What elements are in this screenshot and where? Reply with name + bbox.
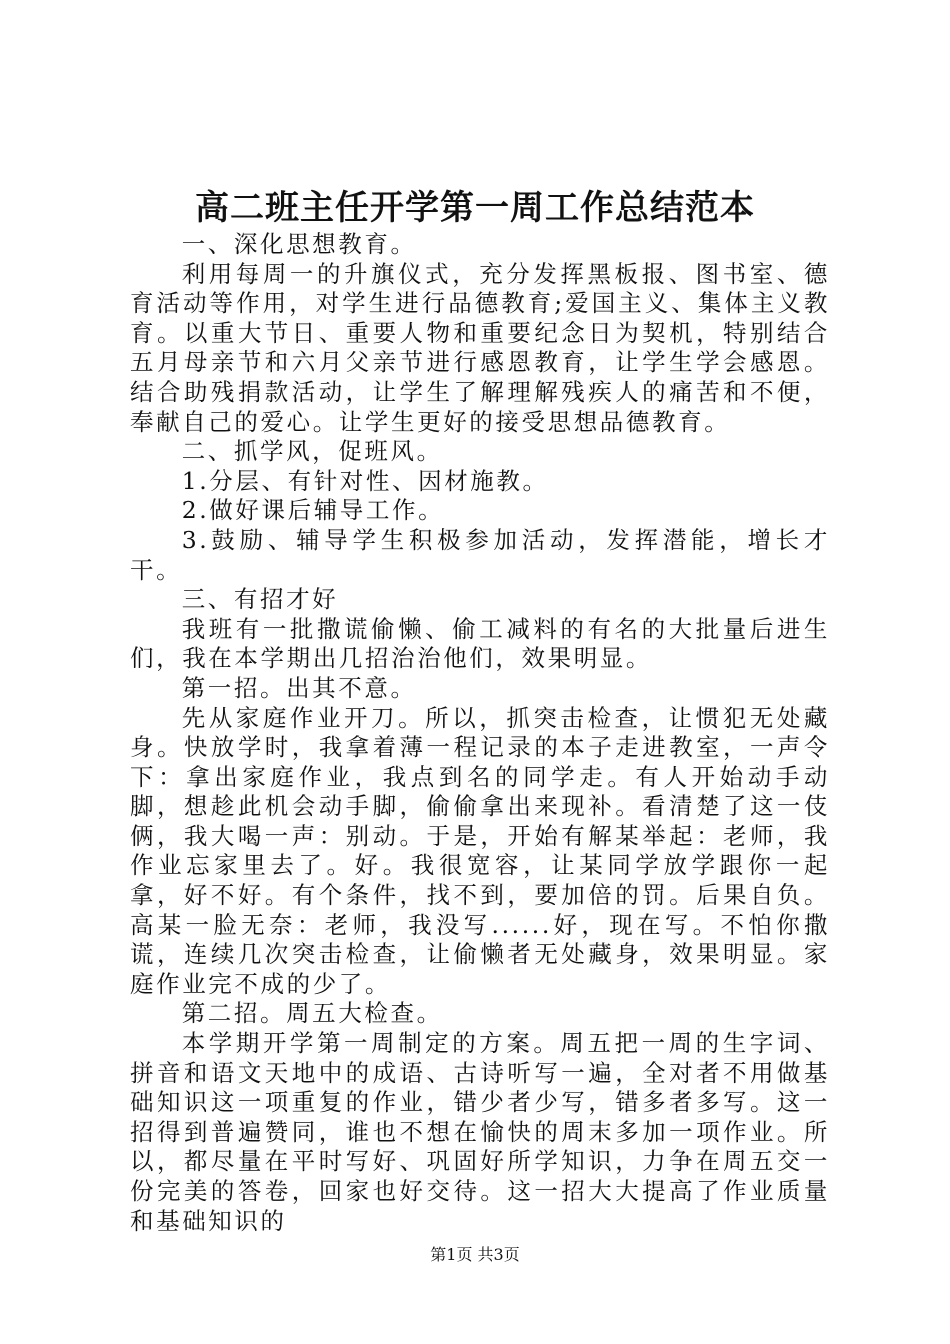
section-heading: 三、有招才好 <box>181 585 339 614</box>
body-paragraph: 我班有一批撒谎偷懒、偷工减料的有名的大批量后进生们，我在本学期出几招治治他们，效果明显。 <box>130 614 830 673</box>
page-number-footer: 第1页 共3页 <box>430 1245 520 1264</box>
body-paragraph: 本学期开学第一周制定的方案。周五把一周的生字词、拼音和语文天地中的成语、古诗听写一遍，全对者不用做基础知识这一项重复的作业，错少者少写，错多者多写。这一招得到普遍赞同，谁也不想在愉快的周末多加一项作业。所以，都尽量在平时写好、巩固好所学知识，力争在周五交一份完美的答卷，回家也好交待。这一招大大提高了作业质量和基础知识的 <box>130 1029 830 1235</box>
subsection-heading: 第二招。周五大检查。 <box>181 999 443 1028</box>
section-heading: 二、抓学风，促班风。 <box>181 437 443 466</box>
list-item: 2.做好课后辅导工作。 <box>181 496 445 525</box>
body-paragraph: 利用每周一的升旗仪式，充分发挥黑板报、图书室、德育活动等作用，对学生进行品德教育;爱国主义、集体主义教育。以重大节日、重要人物和重要纪念日为契机，特别结合五月母亲节和六月父亲节进行感恩教育，让学生学会感恩。结合助残捐款活动，让学生了解理解残疾人的痛苦和不便，奉献自己的爱心。让学生更好的接受思想品德教育。 <box>130 259 830 436</box>
body-paragraph: 先从家庭作业开刀。所以，抓突击检查，让惯犯无处藏身。快放学时，我拿着薄一程记录的本子走进教室，一声令下：拿出家庭作业，我点到名的同学走。有人开始动手动脚，想趁此机会动手脚，偷偷拿出来现补。看清楚了这一伎俩，我大喝一声：别动。于是，开始有解某举起：老师，我作业忘家里去了。好。我很宽容，让某同学放学跟你一起拿，好不好。有个条件，找不到，要加倍的罚。后果自负。高某一脸无奈：老师，我没写......好，现在写。不怕你撒谎，连续几次突击检查，让偷懒者无处藏身，效果明显。家庭作业完不成的少了。 <box>130 703 830 998</box>
list-item: 3.鼓励、辅导学生积极参加活动，发挥潜能，增长才干。 <box>130 525 830 584</box>
list-item: 1.分层、有针对性、因材施教。 <box>181 466 549 495</box>
section-heading: 一、深化思想教育。 <box>181 230 417 258</box>
document-body <box>130 230 830 1236</box>
document-title: 高二班主任开学第一周工作总结范本 <box>195 188 755 228</box>
subsection-heading: 第一招。出其不意。 <box>181 673 417 702</box>
